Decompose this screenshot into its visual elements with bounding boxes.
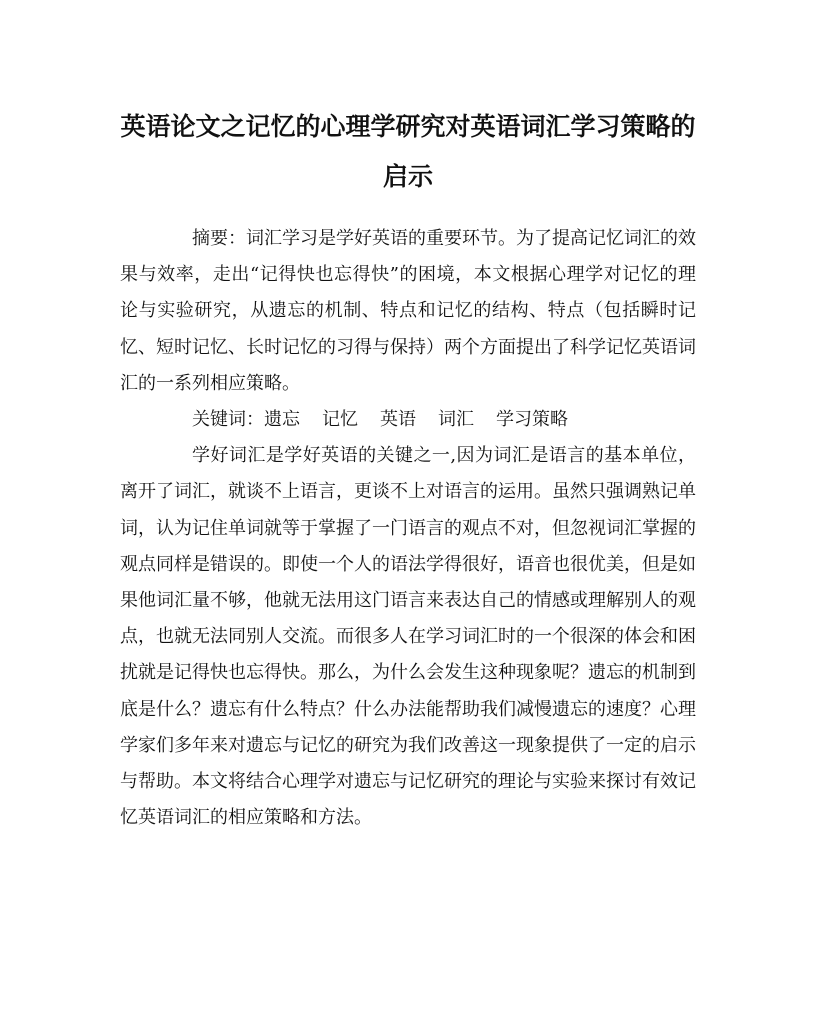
abstract-paragraph: 摘要：词汇学习是学好英语的重要环节。为了提高记忆词汇的效果与效率，走出“记得快也忘得快”的困境，本文根据心理学对记忆的理论与实验研究，从遗忘的机制、特点和记忆的结构、特点（包括瞬时记忆、短时记忆、长时记忆的习得与保持）两个方面提出了科学记忆英语词汇的一系列相应策略。 xyxy=(120,228,696,394)
keywords-line xyxy=(120,402,696,438)
keyword-item: 英语 xyxy=(380,409,416,431)
document-title: 英语论文之记忆的心理学研究对英语词汇学习策略的启示 xyxy=(120,112,696,191)
keyword-item: 遗忘 xyxy=(264,409,300,431)
keyword-item: 记忆 xyxy=(322,409,358,431)
keyword-item: 学习策略 xyxy=(496,409,568,431)
keywords-label: 关键词： xyxy=(192,409,264,431)
document-body xyxy=(120,221,696,836)
keyword-item: 词汇 xyxy=(438,409,474,431)
body-paragraph: 学好词汇是学好英语的关键之一,因为词汇是语言的基本单位，离开了词汇，就谈不上语言，更谈不上对语言的运用。虽然只强调熟记单词，认为记住单词就等于掌握了一门语言的观点不对，但忽视词汇掌握的观点同样是错误的。即使一个人的语法学得很好，语音也很优美，但是如果他词汇量不够，他就无法用这门语言来表达自己的情感或理解别人的观点，也就无法同别人交流。而很多人在学习词汇时的一个很深的体会和困扰就是记得快也忘得快。那么，为什么会发生这种现象呢？遗忘的机制到底是什么？遗忘有什么特点？什么办法能帮助我们减慢遗忘的速度？心理学家们多年来对遗忘与记忆的研究为我们改善这一现象提供了一定的启示与帮助。本文将结合心理学对遗忘与记忆研究的理论与实验来探讨有效记忆英语词汇的相应策略和方法。 xyxy=(120,445,696,829)
